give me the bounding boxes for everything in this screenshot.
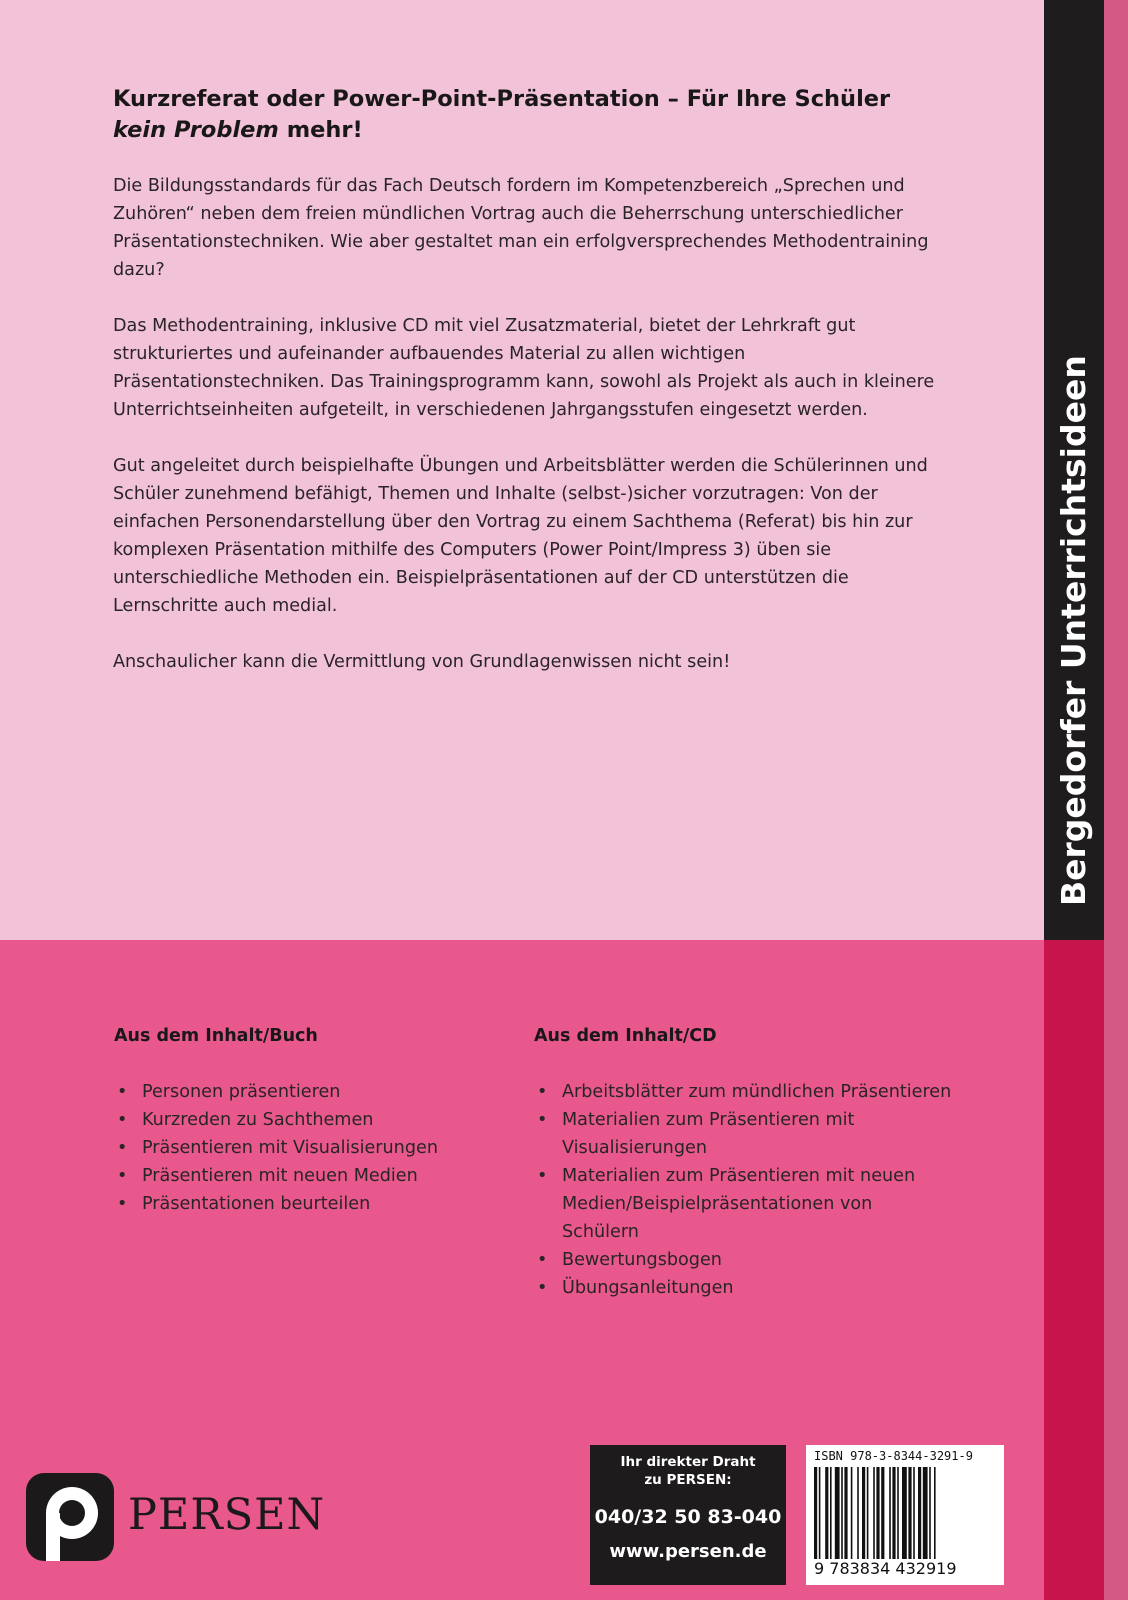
headline-line-2-rest: mehr! (278, 117, 363, 143)
contents-book-title: Aus dem Inhalt/Buch (114, 1026, 318, 1046)
contents-cd-title: Aus dem Inhalt/CD (534, 1026, 717, 1046)
list-item: • Arbeitsblätter zum mündlichen Präsentieren (534, 1078, 954, 1106)
paragraph-3: Gut angeleitet durch beispielhafte Übungen und Arbeitsblätter werden die Schülerinnen und Schüler zunehmend befähigt, Themen und Inhalte (selbst-)sicher vorzutragen: Von der einfachen Personendarstellung über den Vortrag zu einem Sachthema (Referat) bis hin zur komplexen Präsentation mithilfe des Computers (Power Point/Impress 3) üben sie unterschiedliche Methoden ein. Beispielpräsentationen auf der CD unterstützen die Lernschritte auch medial. (113, 456, 928, 616)
series-title: Bergedorfer Unterrichtsideen (1054, 355, 1093, 906)
contact-label-line-2: zu PERSEN: (644, 1472, 732, 1488)
contact-label-line-1: Ihr direkter Draht (620, 1454, 756, 1470)
contents-cd-list (534, 1078, 954, 1302)
list-item: • Personen präsentieren (114, 1078, 494, 1106)
list-item: • Kurzreden zu Sachthemen (114, 1106, 494, 1134)
contents-book (114, 1022, 494, 1218)
headline (113, 84, 973, 146)
cover-edge (1104, 0, 1128, 1600)
contact-label (590, 1445, 786, 1489)
contact-phone: 040/32 50 83-040 (594, 1506, 782, 1528)
headline-line-1: Kurzreferat oder Power-Point-Präsentation – Für Ihre Schüler (113, 86, 891, 112)
list-item: • Präsentieren mit Visualisierungen (114, 1134, 494, 1162)
persen-p-logo-icon (26, 1473, 114, 1561)
contents-cd (534, 1022, 954, 1302)
paragraph-4: Anschaulicher kann die Vermittlung von Grundlagenwissen nicht sein! (113, 652, 731, 672)
headline-emphasis: kein Problem (113, 117, 279, 143)
list-item: • Bewertungsbogen (534, 1246, 954, 1274)
headline-line-2 (113, 115, 973, 146)
isbn-number: ISBN 978-3-8344-3291-9 (814, 1449, 973, 1463)
contents-book-list (114, 1078, 494, 1218)
contact-url[interactable]: www.persen.de (609, 1541, 767, 1562)
contact-box (590, 1445, 786, 1585)
isbn-barcode (806, 1445, 1004, 1585)
barcode-bars (814, 1467, 996, 1559)
barcode-digits: 9 783834 432919 (814, 1559, 957, 1578)
list-item: • Übungsanleitungen (534, 1274, 954, 1302)
list-item: • Präsentieren mit neuen Medien (114, 1162, 494, 1190)
description (113, 172, 948, 704)
list-item: • Materialien zum Präsentieren mit neuen Medien/Beispielpräsentationen von Schülern (534, 1162, 954, 1246)
spine-accent-band (1044, 940, 1104, 1600)
list-item: • Präsentationen beurteilen (114, 1190, 494, 1218)
publisher-name: PERSEN (128, 1490, 326, 1540)
list-item: • Materialien zum Präsentieren mit Visualisierungen (534, 1106, 954, 1162)
paragraph-2: Das Methodentraining, inklusive CD mit viel Zusatzmaterial, bietet der Lehrkraft gut strukturiertes und aufeinander aufbauendes Material zu allen wichtigen Präsentationstechniken. Das Trainingsprogramm kann, sowohl als Projekt als auch in kleinere Unterrichtseinheiten aufgeteilt, in verschiedenen Jahrgangsstufen eingesetzt werden. (113, 316, 935, 420)
paragraph-1: Die Bildungsstandards für das Fach Deutsch fordern im Kompetenzbereich „Sprechen und Zuhören“ neben dem freien mündlichen Vortrag auch die Beherrschung unterschiedlicher Präsentationstechniken. Wie aber gestaltet man ein erfolgversprechendes Methodentraining dazu? (113, 176, 929, 280)
